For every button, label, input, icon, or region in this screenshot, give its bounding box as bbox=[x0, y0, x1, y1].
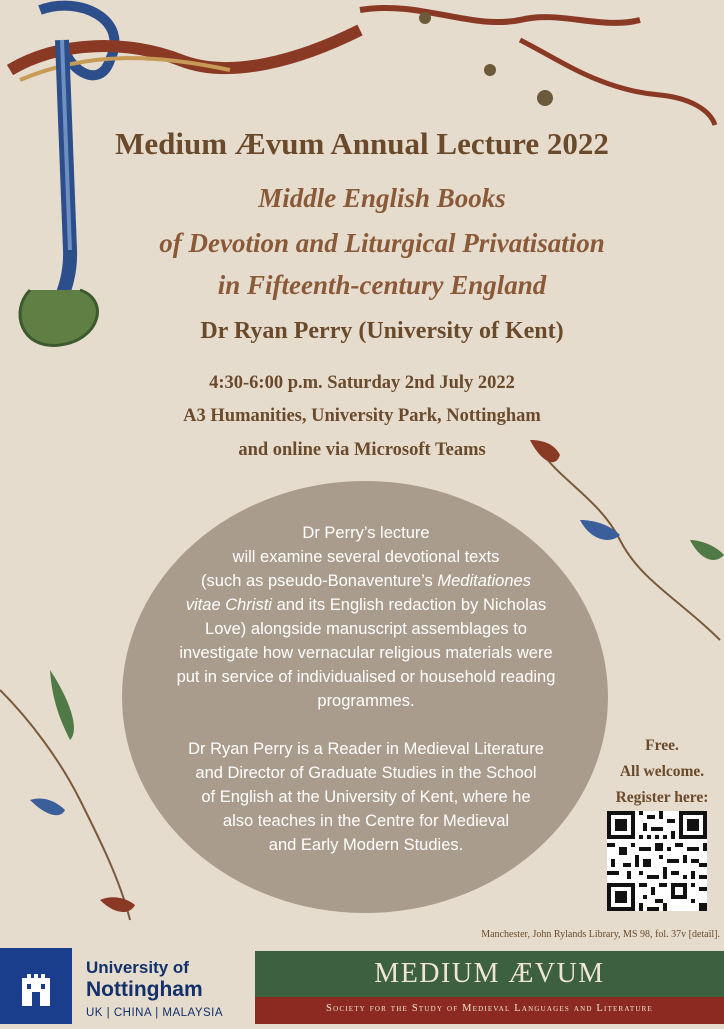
uon-line-2: Nottingham bbox=[86, 978, 203, 1001]
abstract-line bbox=[135, 593, 597, 617]
lecture-title: Medium Ævum Annual Lecture 2022 bbox=[115, 126, 609, 161]
castle-icon bbox=[0, 948, 72, 1024]
lecture-subtitle-line-2: of Devotion and Liturgical Privatisation bbox=[159, 228, 605, 258]
lecture-subtitle-line-1: Middle English Books bbox=[258, 183, 506, 213]
bio-line: of English at the University of Kent, where he bbox=[201, 788, 531, 806]
uon-crest-logo bbox=[0, 948, 72, 1024]
image-caption: Manchester, John Rylands Library, MS 98, fol. 37v [detail]. bbox=[481, 929, 720, 940]
uon-line-1: University of bbox=[86, 958, 189, 977]
registration-welcome: All welcome. bbox=[619, 763, 705, 780]
registration-qr-code[interactable] bbox=[607, 811, 707, 911]
uon-campuses: UK | CHINA | MALAYSIA bbox=[86, 1007, 224, 1019]
event-location: A3 Humanities, University Park, Nottingham bbox=[183, 406, 541, 426]
abstract-title-italic: vitae Christi bbox=[185, 596, 272, 614]
registration-free: Free. bbox=[645, 737, 679, 754]
abstract-line: put in service of individualised or household reading bbox=[176, 668, 556, 686]
medium-aevum-title: MEDIUM ÆVUM bbox=[374, 958, 605, 989]
abstract-line: Love) alongside manuscript assemblages to bbox=[205, 620, 527, 638]
abstract-line: programmes. bbox=[317, 692, 415, 710]
abstract-title-italic: Meditationes bbox=[437, 572, 531, 590]
registration-prompt: Register here: bbox=[615, 789, 709, 806]
lecture-subtitle-line-3: in Fifteenth-century England bbox=[217, 270, 547, 300]
abstract-text bbox=[135, 521, 597, 857]
abstract-line bbox=[135, 569, 597, 593]
abstract-line: will examine several devotional texts bbox=[232, 548, 500, 566]
abstract-line: (such as pseudo-Bonaventure’s bbox=[201, 572, 438, 590]
bio-line: and Director of Graduate Studies in the School bbox=[195, 764, 537, 782]
event-online: and online via Microsoft Teams bbox=[238, 440, 486, 460]
bio-line: also teaches in the Centre for Medieval bbox=[222, 812, 510, 830]
event-time: 4:30-6:00 p.m. Saturday 2nd July 2022 bbox=[209, 373, 515, 393]
bio-line: and Early Modern Studies. bbox=[268, 836, 464, 854]
abstract-line: Dr Perry’s lecture bbox=[302, 524, 430, 542]
bio-line: Dr Ryan Perry is a Reader in Medieval Literature bbox=[188, 740, 544, 758]
abstract-line: investigate how vernacular religious materials were bbox=[179, 644, 553, 662]
society-name: Society for the Study of Medieval Languages and Literature bbox=[326, 1003, 653, 1014]
speaker: Dr Ryan Perry (University of Kent) bbox=[200, 318, 564, 344]
uon-wordmark bbox=[86, 958, 223, 1024]
abstract-line: and its English redaction by Nicholas bbox=[271, 596, 547, 614]
